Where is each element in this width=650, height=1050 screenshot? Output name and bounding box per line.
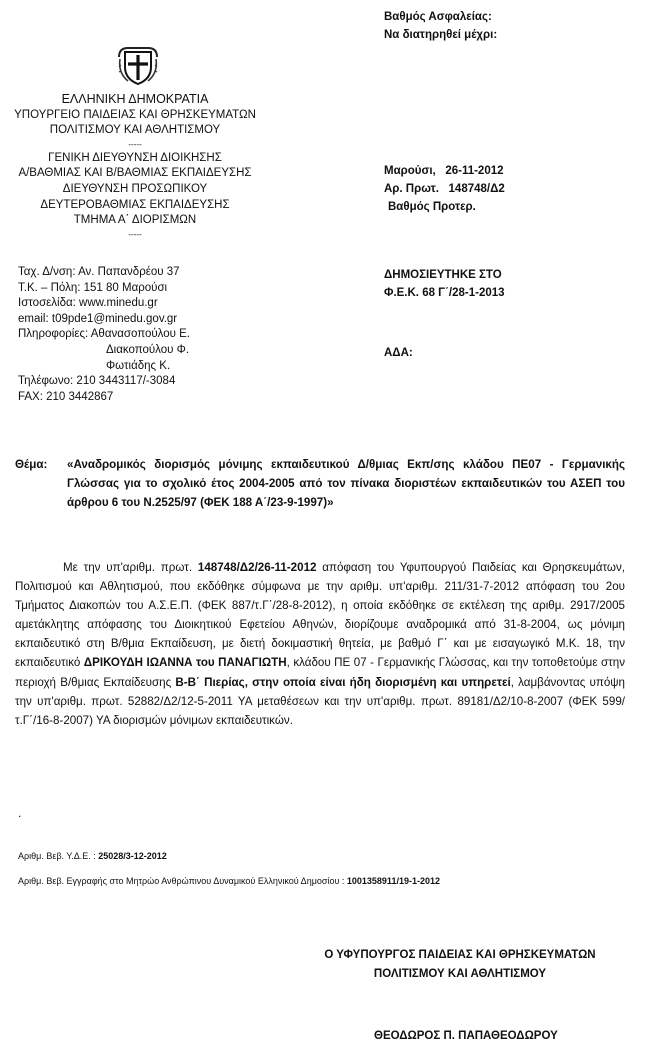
- yde-value: 25028/3-12-2012: [98, 851, 167, 861]
- yde-label: Αριθμ. Βεβ. Υ.Δ.Ε. :: [18, 851, 99, 861]
- email: email: t09pde1@minedu.gov.gr: [18, 312, 178, 325]
- postal-code-city: Τ.Κ. – Πόλη: 151 80 Μαρούσι: [18, 281, 168, 294]
- body-paragraph: [15, 558, 625, 730]
- yde-certificate: [18, 851, 167, 861]
- info-contact-3: Φωτιάδης Κ.: [106, 359, 171, 372]
- retention-label: Να διατηρηθεί μέχρι:: [384, 29, 498, 41]
- body-text: , κλάδου ΠΕ 07 - Γερμανικής Γλώσσας, και την τοποθετούμε στην περιοχή Β/θμιας Εκπαίδευσης: [15, 656, 625, 689]
- coat-of-arms-emblem: [116, 43, 160, 87]
- publication-gazette: Φ.Ε.Κ. 68 Γ΄/28-1-2013: [384, 287, 505, 299]
- subject-block: [15, 455, 625, 512]
- department-line-5: ΤΜΗΜΑ Α΄ ΔΙΟΡΙΣΜΩΝ: [73, 214, 197, 227]
- priority-label: Βαθμός Προτερ.: [388, 201, 476, 213]
- info-contact: Πληροφορίες: Αθανασοπούλου Ε.: [18, 328, 190, 341]
- stray-dot: .: [18, 806, 22, 820]
- registry-value: 1001358911/19-1-2012: [346, 876, 440, 886]
- contact-info: [18, 265, 258, 405]
- department-line-2: Α/ΒΑΘΜΙΑΣ ΚΑΙ Β/ΒΑΘΜΙΑΣ ΕΚΠΑΙΔΕΥΣΗΣ: [18, 167, 252, 180]
- subject-label: Θέμα:: [15, 458, 48, 471]
- teacher-name: ΔΡΙΚΟΥΔΗ ΙΩΑΝΝΑ του ΠΑΝΑΓΙΩΤΗ: [83, 656, 287, 670]
- registry-certificate: [18, 876, 440, 886]
- signatory-title-1: Ο ΥΦΥΠΟΥΡΓΟΣ ΠΑΙΔΕΙΑΣ ΚΑΙ ΘΡΗΣΚΕΥΜΑΤΩΝ: [324, 949, 596, 961]
- registry-label: Αριθμ. Βεβ. Εγγραφής στο Μητρώο Ανθρώπινου Δυναμικού Ελληνικού Δημοσίου :: [18, 876, 347, 886]
- department-line-1: ΓΕΝΙΚΗ ΔΙΕΥΘΥΝΣΗ ΔΙΟΙΚΗΣΗΣ: [48, 151, 222, 164]
- decision-reference: 148748/Δ2/26-11-2012: [197, 561, 317, 574]
- website: Ιστοσελίδα: www.minedu.gr: [18, 297, 158, 310]
- fax: FAX: 210 3442867: [18, 390, 114, 403]
- publication-note: ΔΗΜΟΣΙΕΥΤΗΚΕ ΣΤΟ: [384, 269, 502, 281]
- ministry-line-1: ΥΠΟΥΡΓΕΙΟ ΠΑΙΔΕΙΑΣ ΚΑΙ ΘΡΗΣΚΕΥΜΑΤΩΝ: [14, 108, 256, 121]
- letterhead: [10, 92, 260, 241]
- body-text: απόφαση του Υφυπουργού Παιδείας και Θρησκευμάτων, Πολιτισμού και Αθλητισμού, που εκδόθηκε σύμφωνα με την αριθμ. υπ'αριθμ. 211/31-7-2012 απόφαση του 2ου Τμήματος Διακοπών του Α.Σ.Ε.Π. (ΦΕΚ 887/τ.Γ΄/28-8-2012), η οποία εκδόθηκε σε εκτέλεση της αριθμ. 2917/2005 αμετάκλητης απόφασης του Διοικητικού Εφετείου Αθηνών, διορίζουμε αναδρομικά από 31-8-2004, ως μόνιμη εκπαιδευτικό στη Β/θμια Εκπαίδευση, με διετή δοκιμαστική θητεία, με βαθμό Γ΄ και με εισαγωγικό Μ.Κ. 18, την εκπαιδευτικό: [15, 561, 625, 670]
- separator: -----: [128, 139, 142, 149]
- protocol-number: Αρ. Πρωτ. 148748/Δ2: [384, 183, 505, 195]
- signatory-title-2: ΠΟΛΙΤΙΣΜΟΥ ΚΑΙ ΑΘΛΗΤΙΣΜΟΥ: [373, 968, 547, 980]
- department-line-3: ΔΙΕΥΘΥΝΣΗ ΠΡΟΣΩΠΙΚΟΥ: [62, 182, 208, 195]
- department-line-4: ΔΕΥΤΕΡΟΒΑΘΜΙΑΣ ΕΚΠΑΙΔΕΥΣΗΣ: [40, 198, 230, 211]
- info-contact-2: Διακοπούλου Φ.: [106, 343, 190, 356]
- separator: -----: [128, 229, 142, 239]
- phone: Τηλέφωνο: 210 3443117/-3084: [18, 375, 176, 388]
- security-label: Βαθμός Ασφαλείας:: [384, 11, 492, 23]
- ministry-line-2: ΠΟΛΙΤΙΣΜΟΥ ΚΑΙ ΑΘΛΗΤΙΣΜΟΥ: [49, 124, 221, 137]
- republic-title: ΕΛΛΗΝΙΚΗ ΔΗΜΟΚΡΑΤΙΑ: [61, 92, 209, 106]
- signatory-name: ΘΕΟΔΩΡΟΣ Π. ΠΑΠΑΘΕΟΔΩΡΟΥ: [374, 1030, 558, 1042]
- address: Ταχ. Δ/νση: Αν. Παπανδρέου 37: [18, 266, 180, 278]
- ada-label: ΑΔΑ:: [384, 347, 413, 359]
- placement-area: Β-Β΄ Πιερίας, στην οποία είναι ήδη διορισμένη και υπηρετεί: [175, 675, 511, 689]
- signature-block: [300, 946, 620, 984]
- body-text: Με την υπ'αριθμ. πρωτ.: [63, 561, 198, 574]
- place-date: Μαρούσι, 26-11-2012: [384, 165, 504, 177]
- body-text: , λαμβάνοντας υπόψη την υπ'αριθμ. πρωτ. 52882/Δ2/12-5-2011 ΥΑ μεταθέσεων και την υπ'αριθμ. πρωτ. 89181/Δ2/10-8-2007 (ΦΕΚ 599/τ.Γ΄/16-8-2007) ΥΑ διορισμών μόνιμων εκπαιδευτικών.: [15, 675, 625, 727]
- subject-text: «Αναδρομικός διορισμός μόνιμης εκπαιδευτικού Δ/θμιας Εκπ/σης κλάδου ΠΕ07 - Γερμανικής Γλώσσας για το σχολικό έτος 2004-2005 από τον πίνακα διοριστέων εκπαιδευτικών του ΑΣΕΠ του άρθρου 6 του Ν.2525/97 (ΦΕΚ 188 Α΄/23-9-1997)»: [67, 458, 625, 509]
